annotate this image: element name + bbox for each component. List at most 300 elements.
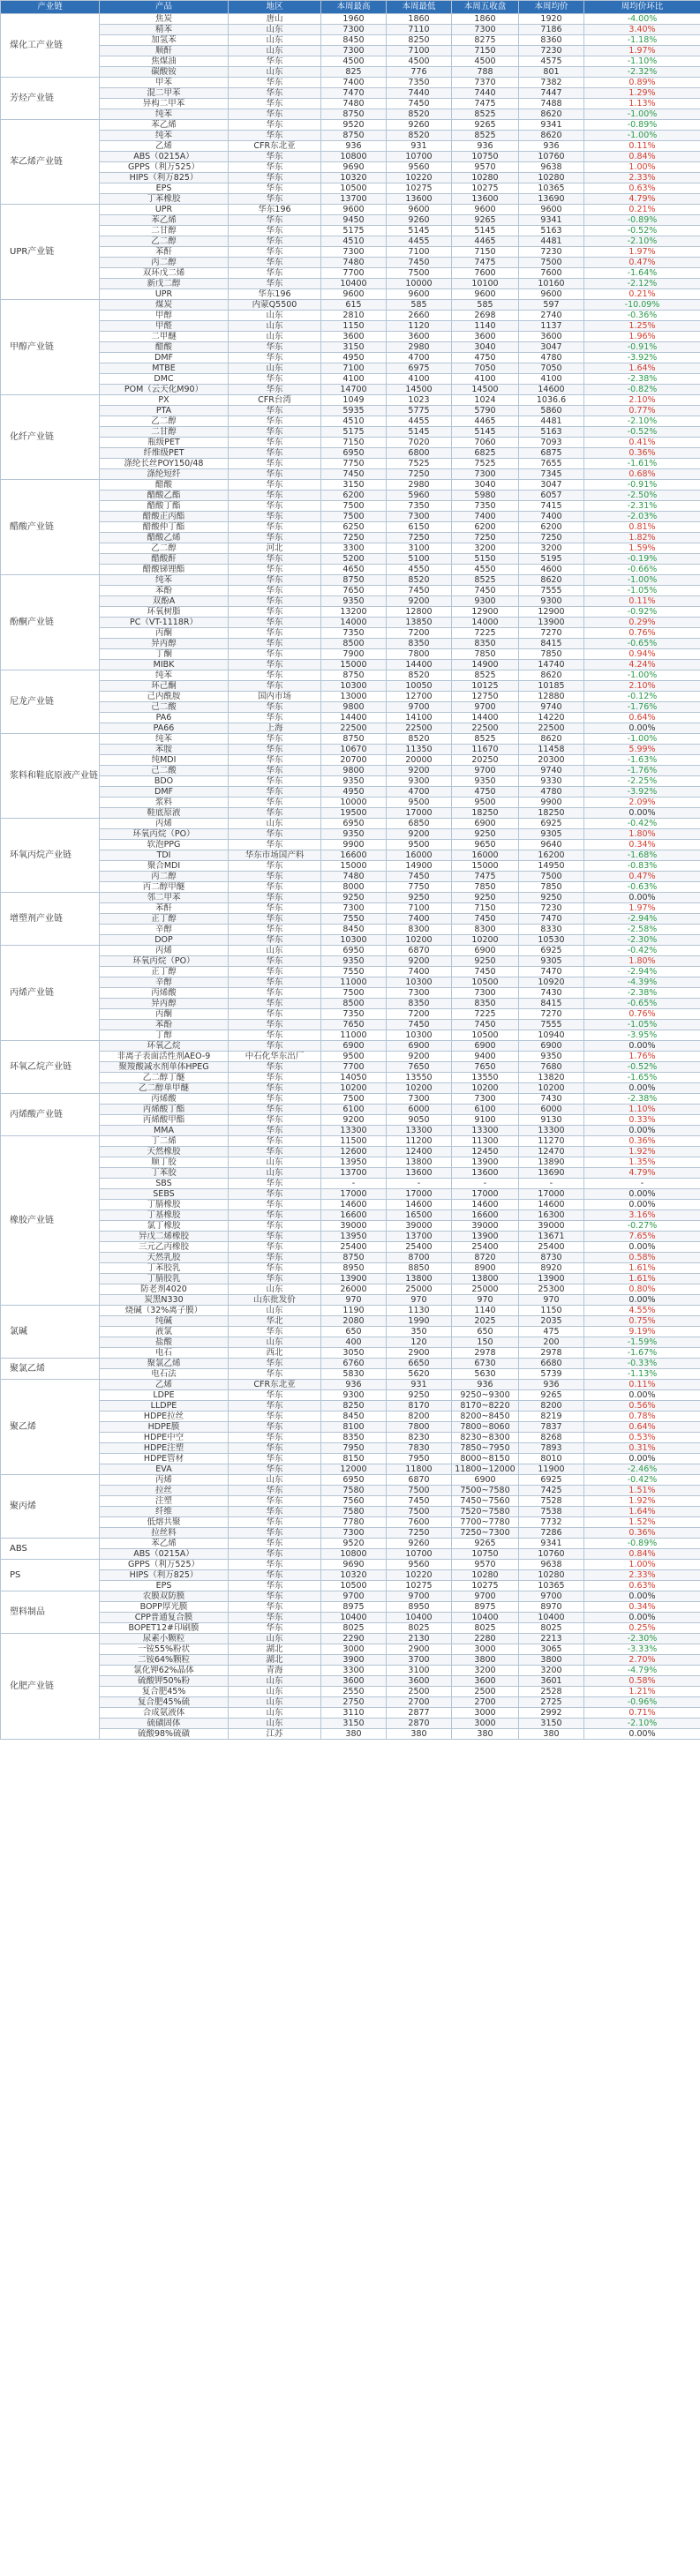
cell-wow: -0.52% — [584, 226, 700, 236]
cell-fri-close: 936 — [452, 1380, 519, 1390]
cell-fri-close: 7150 — [452, 247, 519, 258]
cell-region: 华东 — [229, 1507, 321, 1517]
cell-high: 7500 — [321, 988, 387, 999]
cell-fri-close: 10275 — [452, 1581, 519, 1591]
cell-product: 丙烯 — [100, 946, 229, 956]
cell-region: 上海 — [229, 723, 321, 734]
cell-high: 2750 — [321, 1697, 387, 1708]
cell-fri-close: 7225 — [452, 628, 519, 639]
table-row — [1, 1041, 700, 1052]
table-row — [1, 787, 700, 798]
cell-region: 华东 — [229, 1591, 321, 1602]
cell-wow: 0.29% — [584, 618, 700, 628]
cell-high: 7480 — [321, 872, 387, 882]
table-row — [1, 1454, 700, 1464]
cell-wow: -1.00% — [584, 131, 700, 141]
cell-avg: 7470 — [519, 914, 584, 925]
table-row — [1, 321, 700, 332]
cell-low: 9260 — [387, 215, 452, 226]
cell-fri-close: 7850 — [452, 649, 519, 660]
cell-high: - — [321, 1179, 387, 1189]
cell-fri-close: 11800~12000 — [452, 1464, 519, 1475]
cell-low: 350 — [387, 1327, 452, 1337]
cell-low: 9200 — [387, 956, 452, 967]
cell-low: 3700 — [387, 1655, 452, 1666]
cell-region: 内蒙Q5500 — [229, 300, 321, 311]
cell-product: 苯乙烯 — [100, 120, 229, 131]
cell-region: 山东 — [229, 946, 321, 956]
cell-wow: -0.96% — [584, 1697, 700, 1708]
header-chain: 产业链 — [1, 1, 100, 14]
cell-product: 二甘醇 — [100, 427, 229, 438]
cell-fri-close: 4465 — [452, 416, 519, 427]
cell-region: 华东 — [229, 533, 321, 543]
cell-wow: 2.09% — [584, 798, 700, 808]
cell-low: 9200 — [387, 829, 452, 840]
cell-product: 丁腈橡胶 — [100, 1200, 229, 1210]
cell-low: 9050 — [387, 1115, 452, 1126]
cell-low: 2870 — [387, 1719, 452, 1729]
chain-label: 醋酸产业链 — [1, 480, 100, 575]
table-row — [1, 1168, 700, 1179]
cell-region: 青海 — [229, 1666, 321, 1676]
cell-low: 7450 — [387, 99, 452, 109]
cell-fri-close: 10280 — [452, 1570, 519, 1581]
cell-wow: 0.31% — [584, 1443, 700, 1454]
chain-label: 丙烯产业链 — [1, 946, 100, 1041]
table-row — [1, 1009, 700, 1020]
cell-fri-close: 7520~7580 — [452, 1507, 519, 1517]
cell-wow: -1.18% — [584, 35, 700, 46]
cell-fri-close: 8720 — [452, 1253, 519, 1263]
cell-wow: 1.92% — [584, 1147, 700, 1157]
cell-fri-close: 8300 — [452, 925, 519, 935]
cell-high: 7900 — [321, 649, 387, 660]
cell-wow: 1.96% — [584, 332, 700, 342]
chain-label: ABS — [1, 1539, 100, 1560]
cell-low: 7600 — [387, 1517, 452, 1528]
cell-region: 华东 — [229, 194, 321, 205]
cell-fri-close: 1140 — [452, 321, 519, 332]
cell-high: 400 — [321, 1337, 387, 1348]
cell-region: 华东 — [229, 914, 321, 925]
cell-fri-close: 10750 — [452, 152, 519, 162]
cell-wow: -2.38% — [584, 374, 700, 385]
cell-low: 4455 — [387, 416, 452, 427]
cell-fri-close: 5150 — [452, 554, 519, 565]
cell-avg: 8360 — [519, 35, 584, 46]
cell-fri-close: 6200 — [452, 522, 519, 533]
cell-avg: 5860 — [519, 406, 584, 416]
cell-high: 6950 — [321, 819, 387, 829]
cell-wow: 2.10% — [584, 395, 700, 406]
cell-fri-close: 14000 — [452, 618, 519, 628]
cell-avg: 4481 — [519, 416, 584, 427]
cell-fri-close: 13600 — [452, 1168, 519, 1179]
cell-fri-close: 8975 — [452, 1602, 519, 1613]
cell-wow: 0.41% — [584, 438, 700, 448]
cell-fri-close: 3800 — [452, 1655, 519, 1666]
cell-fri-close: 13900 — [452, 1232, 519, 1242]
cell-fri-close: 1860 — [452, 14, 519, 25]
cell-high: 13200 — [321, 607, 387, 618]
cell-avg: 936 — [519, 141, 584, 152]
cell-region: 华东 — [229, 660, 321, 670]
cell-wow: -0.42% — [584, 946, 700, 956]
cell-low: 5775 — [387, 406, 452, 416]
cell-fri-close: 8000~8150 — [452, 1454, 519, 1464]
cell-fri-close: 150 — [452, 1337, 519, 1348]
header-product: 产品 — [100, 1, 229, 14]
cell-product: 纯苯 — [100, 109, 229, 120]
cell-fri-close: 15000 — [452, 861, 519, 872]
cell-wow: 0.63% — [584, 183, 700, 194]
cell-fri-close: 8900 — [452, 1263, 519, 1274]
cell-region: 华东 — [229, 385, 321, 395]
table-row — [1, 1062, 700, 1073]
cell-region: 华东 — [229, 78, 321, 88]
cell-fri-close: 5980 — [452, 490, 519, 501]
cell-high: 7250 — [321, 533, 387, 543]
table-row — [1, 1496, 700, 1507]
cell-product: 硫酸钾50%粉 — [100, 1676, 229, 1687]
table-row — [1, 1507, 700, 1517]
cell-region: 华东 — [229, 999, 321, 1009]
cell-high: 13000 — [321, 692, 387, 702]
cell-high: 3000 — [321, 1644, 387, 1655]
cell-high: 6950 — [321, 1475, 387, 1486]
cell-avg: 8200 — [519, 1401, 584, 1412]
cell-fri-close: 9500 — [452, 798, 519, 808]
cell-region: 华东 — [229, 1613, 321, 1623]
table-row — [1, 660, 700, 670]
cell-low: 931 — [387, 1380, 452, 1390]
cell-high: 12600 — [321, 1147, 387, 1157]
table-row — [1, 988, 700, 999]
cell-low: 16500 — [387, 1210, 452, 1221]
cell-high: 19500 — [321, 808, 387, 819]
cell-fri-close: 7525 — [452, 459, 519, 469]
cell-low: 3100 — [387, 543, 452, 554]
cell-region: 华东 — [229, 787, 321, 798]
cell-product: 顺酐 — [100, 46, 229, 56]
cell-low: 6870 — [387, 1475, 452, 1486]
cell-wow: -4.39% — [584, 977, 700, 988]
cell-avg: 7600 — [519, 268, 584, 279]
table-row — [1, 194, 700, 205]
cell-wow: -2.58% — [584, 925, 700, 935]
cell-fri-close: 14600 — [452, 1200, 519, 1210]
cell-low: 13600 — [387, 194, 452, 205]
cell-avg: 7345 — [519, 469, 584, 480]
cell-high: 9900 — [321, 840, 387, 850]
chain-label: 酚酮产业链 — [1, 575, 100, 670]
cell-high: 7100 — [321, 363, 387, 374]
table-row — [1, 1295, 700, 1306]
cell-wow: 0.58% — [584, 1253, 700, 1263]
cell-avg: 9265 — [519, 1390, 584, 1401]
cell-region: 华东 — [229, 109, 321, 120]
cell-region: 华东 — [229, 1126, 321, 1136]
cell-product: 涤纶长丝POY150/48 — [100, 459, 229, 469]
table-row — [1, 713, 700, 723]
cell-region: 湖北 — [229, 1655, 321, 1666]
cell-product: 聚合MDI — [100, 861, 229, 872]
cell-wow: -2.25% — [584, 776, 700, 787]
table-row — [1, 1253, 700, 1263]
cell-region: 山东 — [229, 311, 321, 321]
table-row — [1, 1369, 700, 1380]
cell-high: 20700 — [321, 755, 387, 766]
cell-high: 7350 — [321, 628, 387, 639]
cell-low: 7350 — [387, 78, 452, 88]
header-fri-close: 本周五收盘 — [452, 1, 519, 14]
table-row — [1, 438, 700, 448]
table-row — [1, 1157, 700, 1168]
cell-wow: 0.00% — [584, 1454, 700, 1464]
table-row — [1, 1179, 700, 1189]
table-row — [1, 1517, 700, 1528]
cell-high: 9520 — [321, 1539, 387, 1549]
table-row — [1, 205, 700, 215]
cell-avg: 7400 — [519, 512, 584, 522]
cell-region: 华东 — [229, 1105, 321, 1115]
cell-avg: 9640 — [519, 840, 584, 850]
chain-label: 环氧乙烷产业链 — [1, 1041, 100, 1094]
cell-wow: -2.03% — [584, 512, 700, 522]
cell-product: 异丙醇 — [100, 999, 229, 1009]
cell-fri-close: 6825 — [452, 448, 519, 459]
cell-low: 9600 — [387, 289, 452, 300]
cell-wow: 0.11% — [584, 1380, 700, 1390]
cell-fri-close: 2280 — [452, 1634, 519, 1644]
cell-product: 氯丁橡胶 — [100, 1221, 229, 1232]
cell-high: 9690 — [321, 1560, 387, 1570]
cell-wow: -1.00% — [584, 109, 700, 120]
cell-product: PX — [100, 395, 229, 406]
cell-low: 7650 — [387, 1062, 452, 1073]
cell-product: 二甘醇 — [100, 226, 229, 236]
cell-region: 山东 — [229, 1306, 321, 1316]
cell-region: 华东 — [229, 215, 321, 226]
cell-wow: 0.00% — [584, 1613, 700, 1623]
cell-product: 丁酮 — [100, 649, 229, 660]
cell-high: 8450 — [321, 35, 387, 46]
cell-low: 9200 — [387, 1052, 452, 1062]
cell-wow: 0.00% — [584, 808, 700, 819]
cell-low: 9260 — [387, 1539, 452, 1549]
cell-region: 山东 — [229, 363, 321, 374]
cell-region: 华东 — [229, 1263, 321, 1274]
cell-product: 非离子表面活性剂AEO-9 — [100, 1052, 229, 1062]
cell-avg: 14600 — [519, 1200, 584, 1210]
cell-fri-close: 380 — [452, 1729, 519, 1740]
cell-high: 7480 — [321, 99, 387, 109]
cell-high: 11500 — [321, 1136, 387, 1147]
cell-fri-close: 7440 — [452, 88, 519, 99]
cell-high: 10500 — [321, 183, 387, 194]
cell-avg: 7528 — [519, 1496, 584, 1507]
cell-low: 6900 — [387, 1041, 452, 1052]
cell-region: 华东 — [229, 1136, 321, 1147]
table-row — [1, 565, 700, 575]
table-row — [1, 872, 700, 882]
cell-fri-close: 8230~8300 — [452, 1433, 519, 1443]
cell-low: 10275 — [387, 1581, 452, 1591]
cell-wow: 3.40% — [584, 25, 700, 35]
cell-high: 650 — [321, 1327, 387, 1337]
cell-high: 9520 — [321, 120, 387, 131]
cell-avg: 7555 — [519, 1020, 584, 1030]
table-row — [1, 1687, 700, 1697]
cell-low: 3600 — [387, 1676, 452, 1687]
cell-high: 615 — [321, 300, 387, 311]
cell-wow: -2.38% — [584, 1094, 700, 1105]
cell-region: 华东 — [229, 872, 321, 882]
table-row — [1, 850, 700, 861]
cell-low: 7350 — [387, 501, 452, 512]
cell-fri-close: 12900 — [452, 607, 519, 618]
cell-fri-close: 13900 — [452, 1157, 519, 1168]
cell-product: ABS（0215A） — [100, 152, 229, 162]
cell-fri-close: 10200 — [452, 1083, 519, 1094]
chain-label: 聚乙烯 — [1, 1380, 100, 1475]
cell-low: 14600 — [387, 1200, 452, 1210]
table-row — [1, 692, 700, 702]
cell-region: 华东 — [229, 1073, 321, 1083]
cell-wow: 0.00% — [584, 1189, 700, 1200]
cell-low: 7300 — [387, 1094, 452, 1105]
cell-wow: -0.89% — [584, 120, 700, 131]
cell-fri-close: 7450 — [452, 1020, 519, 1030]
cell-wow: 1.82% — [584, 533, 700, 543]
cell-fri-close: 9265 — [452, 215, 519, 226]
cell-fri-close: 7600 — [452, 268, 519, 279]
cell-avg: 6000 — [519, 1105, 584, 1115]
cell-low: 13600 — [387, 1168, 452, 1179]
cell-high: 9600 — [321, 205, 387, 215]
cell-wow: -2.46% — [584, 1464, 700, 1475]
cell-region: 华东 — [229, 861, 321, 872]
cell-product: 丙二醇 — [100, 258, 229, 268]
cell-wow: 5.99% — [584, 745, 700, 755]
cell-fri-close: 12750 — [452, 692, 519, 702]
cell-product: 异丙醇 — [100, 639, 229, 649]
cell-avg: 7270 — [519, 1009, 584, 1020]
cell-high: 3900 — [321, 1655, 387, 1666]
cell-avg: 8415 — [519, 639, 584, 649]
cell-wow: -0.65% — [584, 639, 700, 649]
cell-region: 华东 — [229, 279, 321, 289]
cell-fri-close: 6900 — [452, 1475, 519, 1486]
cell-product: 拉丝 — [100, 1486, 229, 1496]
cell-avg: 1150 — [519, 1306, 584, 1316]
cell-product: 浆料 — [100, 798, 229, 808]
table-row — [1, 88, 700, 99]
table-row — [1, 342, 700, 353]
cell-high: 8350 — [321, 1433, 387, 1443]
cell-avg: 10200 — [519, 1083, 584, 1094]
table-row — [1, 639, 700, 649]
cell-wow: 0.00% — [584, 1083, 700, 1094]
cell-high: 5935 — [321, 406, 387, 416]
cell-low: 7500 — [387, 1486, 452, 1496]
cell-avg: 14950 — [519, 861, 584, 872]
cell-avg: 10160 — [519, 279, 584, 289]
cell-low: 25400 — [387, 1242, 452, 1253]
cell-low: 7200 — [387, 1009, 452, 1020]
table-row — [1, 1094, 700, 1105]
cell-high: 7780 — [321, 1517, 387, 1528]
cell-product: 醋酸乙酯 — [100, 490, 229, 501]
cell-avg: 8730 — [519, 1253, 584, 1263]
cell-avg: 7270 — [519, 628, 584, 639]
cell-wow: -1.63% — [584, 755, 700, 766]
table-row — [1, 1232, 700, 1242]
cell-region: 华东 — [229, 1539, 321, 1549]
cell-wow: -4.00% — [584, 14, 700, 25]
cell-product: 纯苯 — [100, 670, 229, 681]
cell-high: 8975 — [321, 1602, 387, 1613]
cell-avg: 7655 — [519, 459, 584, 469]
cell-avg: 5195 — [519, 554, 584, 565]
chain-label: 煤化工产业链 — [1, 14, 100, 78]
cell-high: 7650 — [321, 586, 387, 596]
cell-high: 10400 — [321, 279, 387, 289]
cell-wow: -3.95% — [584, 1030, 700, 1041]
cell-avg: 8620 — [519, 734, 584, 745]
cell-product: DMF — [100, 353, 229, 363]
cell-region: 江苏 — [229, 1729, 321, 1740]
cell-low: 16000 — [387, 850, 452, 861]
table-row — [1, 1126, 700, 1136]
cell-region: 华东 — [229, 236, 321, 247]
table-row — [1, 374, 700, 385]
table-row — [1, 109, 700, 120]
cell-fri-close: 650 — [452, 1327, 519, 1337]
cell-wow: 2.10% — [584, 681, 700, 692]
cell-region: 华东 — [229, 977, 321, 988]
cell-avg: 10185 — [519, 681, 584, 692]
cell-region: 华东 — [229, 353, 321, 363]
cell-product: LLDPE — [100, 1401, 229, 1412]
cell-region: 山东 — [229, 1168, 321, 1179]
cell-product: 丁苯橡胶 — [100, 194, 229, 205]
cell-low: 8850 — [387, 1263, 452, 1274]
cell-product: 丙烯酸 — [100, 1094, 229, 1105]
cell-fri-close: 5630 — [452, 1369, 519, 1380]
cell-product: 聚氯乙烯 — [100, 1359, 229, 1369]
cell-fri-close: 3000 — [452, 1644, 519, 1655]
cell-avg: 10760 — [519, 1549, 584, 1560]
cell-low: 120 — [387, 1337, 452, 1348]
cell-wow: 0.00% — [584, 1126, 700, 1136]
cell-low: 7800 — [387, 1422, 452, 1433]
cell-region: 华东 — [229, 1327, 321, 1337]
table-row — [1, 670, 700, 681]
cell-high: 7700 — [321, 268, 387, 279]
cell-low: 9260 — [387, 120, 452, 131]
cell-product: 硫磺固体 — [100, 1719, 229, 1729]
cell-product: 邻二甲苯 — [100, 893, 229, 903]
cell-product: 双环戊二烯 — [100, 268, 229, 279]
cell-wow: 9.19% — [584, 1327, 700, 1337]
cell-avg: 7488 — [519, 99, 584, 109]
cell-fri-close: 8350 — [452, 999, 519, 1009]
cell-product: 醋酸正丙酯 — [100, 512, 229, 522]
cell-avg: 9341 — [519, 215, 584, 226]
table-row — [1, 1284, 700, 1295]
